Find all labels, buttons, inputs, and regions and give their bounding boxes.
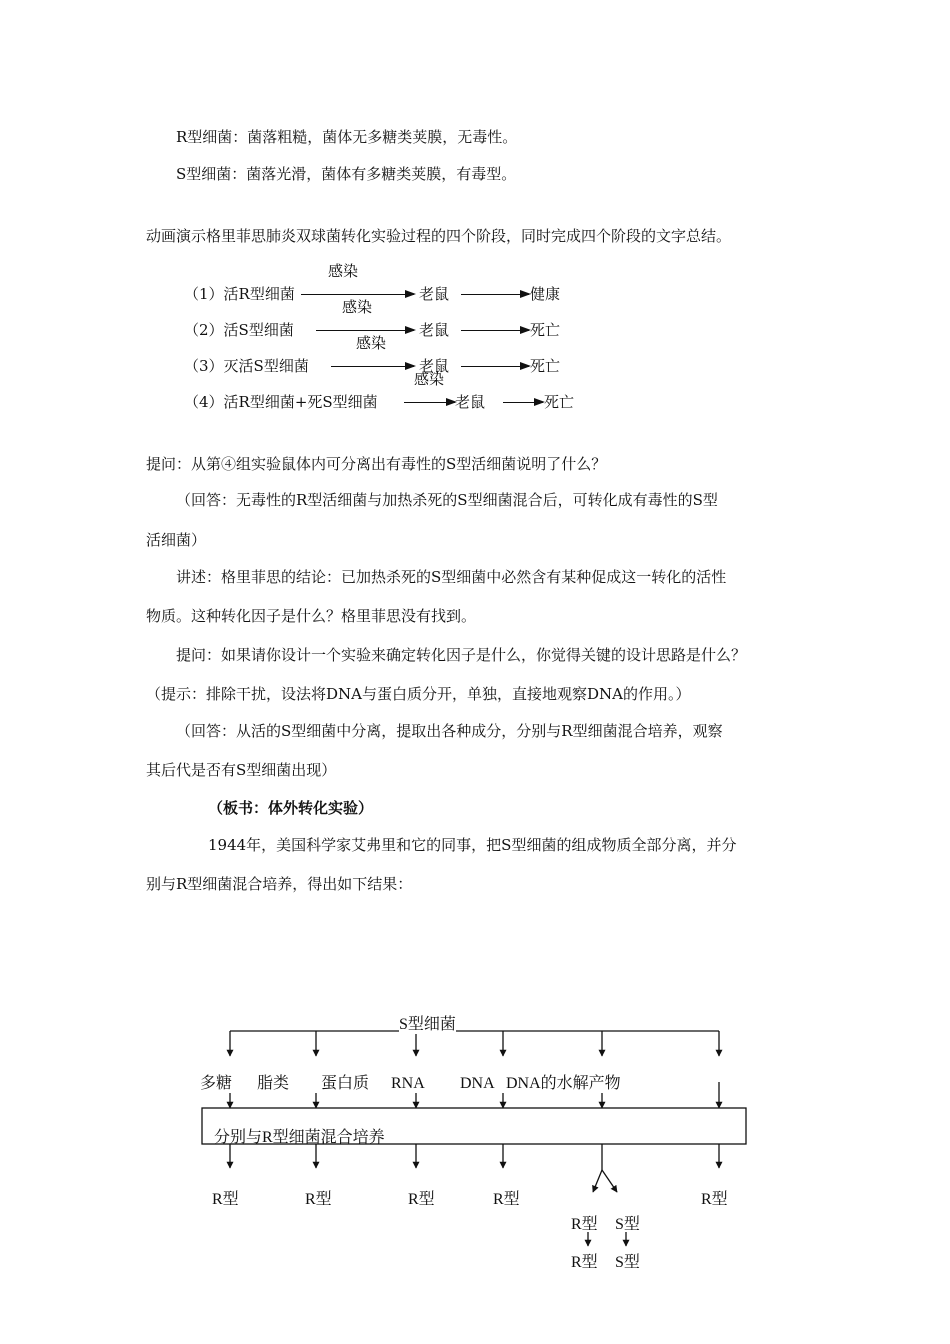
answer-1-line-1: （回答：无毒性的R型活细菌与加热杀死的S型细菌混合后，可转化成有毒性的S型	[176, 491, 718, 509]
hint-text: （提示：排除干扰，设法将DNA与蛋白质分开，单独，直接地观察DNA的作用。）	[146, 685, 691, 703]
result-lipid: R型	[305, 1191, 332, 1208]
question-2: 提问：如果请你设计一个实验来确定转化因子是什么，你觉得关键的设计思路是什么？	[176, 646, 747, 664]
result-rna: R型	[493, 1191, 520, 1208]
component-dna: DNA	[460, 1075, 495, 1092]
griffith-group-3: （3）灭活S型细菌	[184, 357, 309, 375]
mouse-label-3: 老鼠	[419, 357, 450, 375]
griffith-outcome-4: 死亡	[544, 393, 575, 411]
lecture-line-1: 讲述：格里菲思的结论：已加热杀死的S型细菌中必然含有某种促成这一转化的活性	[176, 568, 727, 586]
lecture-line-2: 物质。这种转化因子是什么？格里菲思没有找到。	[146, 607, 477, 625]
r-bacteria-text: R型细菌：菌落粗糙，菌体无多糖类荚膜，无毒性。	[176, 128, 518, 146]
animation-text: 动画演示格里菲思肺炎双球菌转化实验过程的四个阶段，同时完成四个阶段的文字总结。	[146, 227, 732, 245]
griffith-outcome-3: 死亡	[530, 357, 561, 375]
griffith-outcome-1: 健康	[530, 285, 561, 303]
component-protein: 蛋白质	[321, 1075, 370, 1092]
culture-box-label: 分别与R型细菌混合培养	[214, 1129, 385, 1146]
result-polysaccharide: R型	[212, 1191, 239, 1208]
mouse-label-2: 老鼠	[419, 321, 450, 339]
dna-result-r: R型	[571, 1216, 598, 1233]
dna-fork-left	[593, 1170, 602, 1192]
answer-2-line-2: 其后代是否有S型细菌出现）	[146, 761, 337, 779]
question-1: 提问：从第④组实验鼠体内可分离出有毒性的S型活细菌说明了什么？	[146, 455, 607, 473]
infect-label-2: 感染	[342, 298, 373, 316]
mouse-label-1: 老鼠	[419, 285, 450, 303]
component-rna: RNA	[391, 1075, 425, 1092]
dna-fork-right	[602, 1170, 617, 1192]
dna-offspring-r: R型	[571, 1254, 598, 1271]
infect-label-4: 感染	[414, 370, 445, 388]
result-hydrolysate: R型	[701, 1191, 728, 1208]
mouse-label-4: 老鼠	[455, 393, 486, 411]
griffith-outcome-2: 死亡	[530, 321, 561, 339]
history-line-1: 1944年，美国科学家艾弗里和它的同事，把S型细菌的组成物质全部分离，并分	[208, 836, 737, 854]
source-s-bacteria: S型细菌	[399, 1016, 456, 1033]
dna-result-s: S型	[615, 1216, 640, 1233]
infect-label-1: 感染	[328, 262, 359, 280]
result-protein: R型	[408, 1191, 435, 1208]
board-heading: （板书：体外转化实验）	[208, 799, 374, 817]
answer-2-line-1: （回答：从活的S型细菌中分离，提取出各种成分，分别与R型细菌混合培养，观察	[176, 722, 723, 740]
griffith-group-1: （1）活R型细菌	[184, 285, 295, 303]
dna-offspring-s: S型	[615, 1254, 640, 1271]
component-lipid: 脂类	[257, 1075, 290, 1092]
s-bacteria-text: S型细菌：菌落光滑，菌体有多糖类荚膜，有毒型。	[176, 165, 517, 183]
answer-1-line-2: 活细菌）	[146, 531, 207, 549]
component-polysaccharide: 多糖	[200, 1075, 233, 1092]
griffith-group-2: （2）活S型细菌	[184, 321, 294, 339]
griffith-group-4: （4）活R型细菌+死S型细菌	[184, 393, 378, 411]
infect-label-3: 感染	[356, 334, 387, 352]
component-dna-hydrolysate: DNA的水解产物	[506, 1075, 621, 1092]
history-line-2: 别与R型细菌混合培养，得出如下结果：	[146, 875, 413, 893]
